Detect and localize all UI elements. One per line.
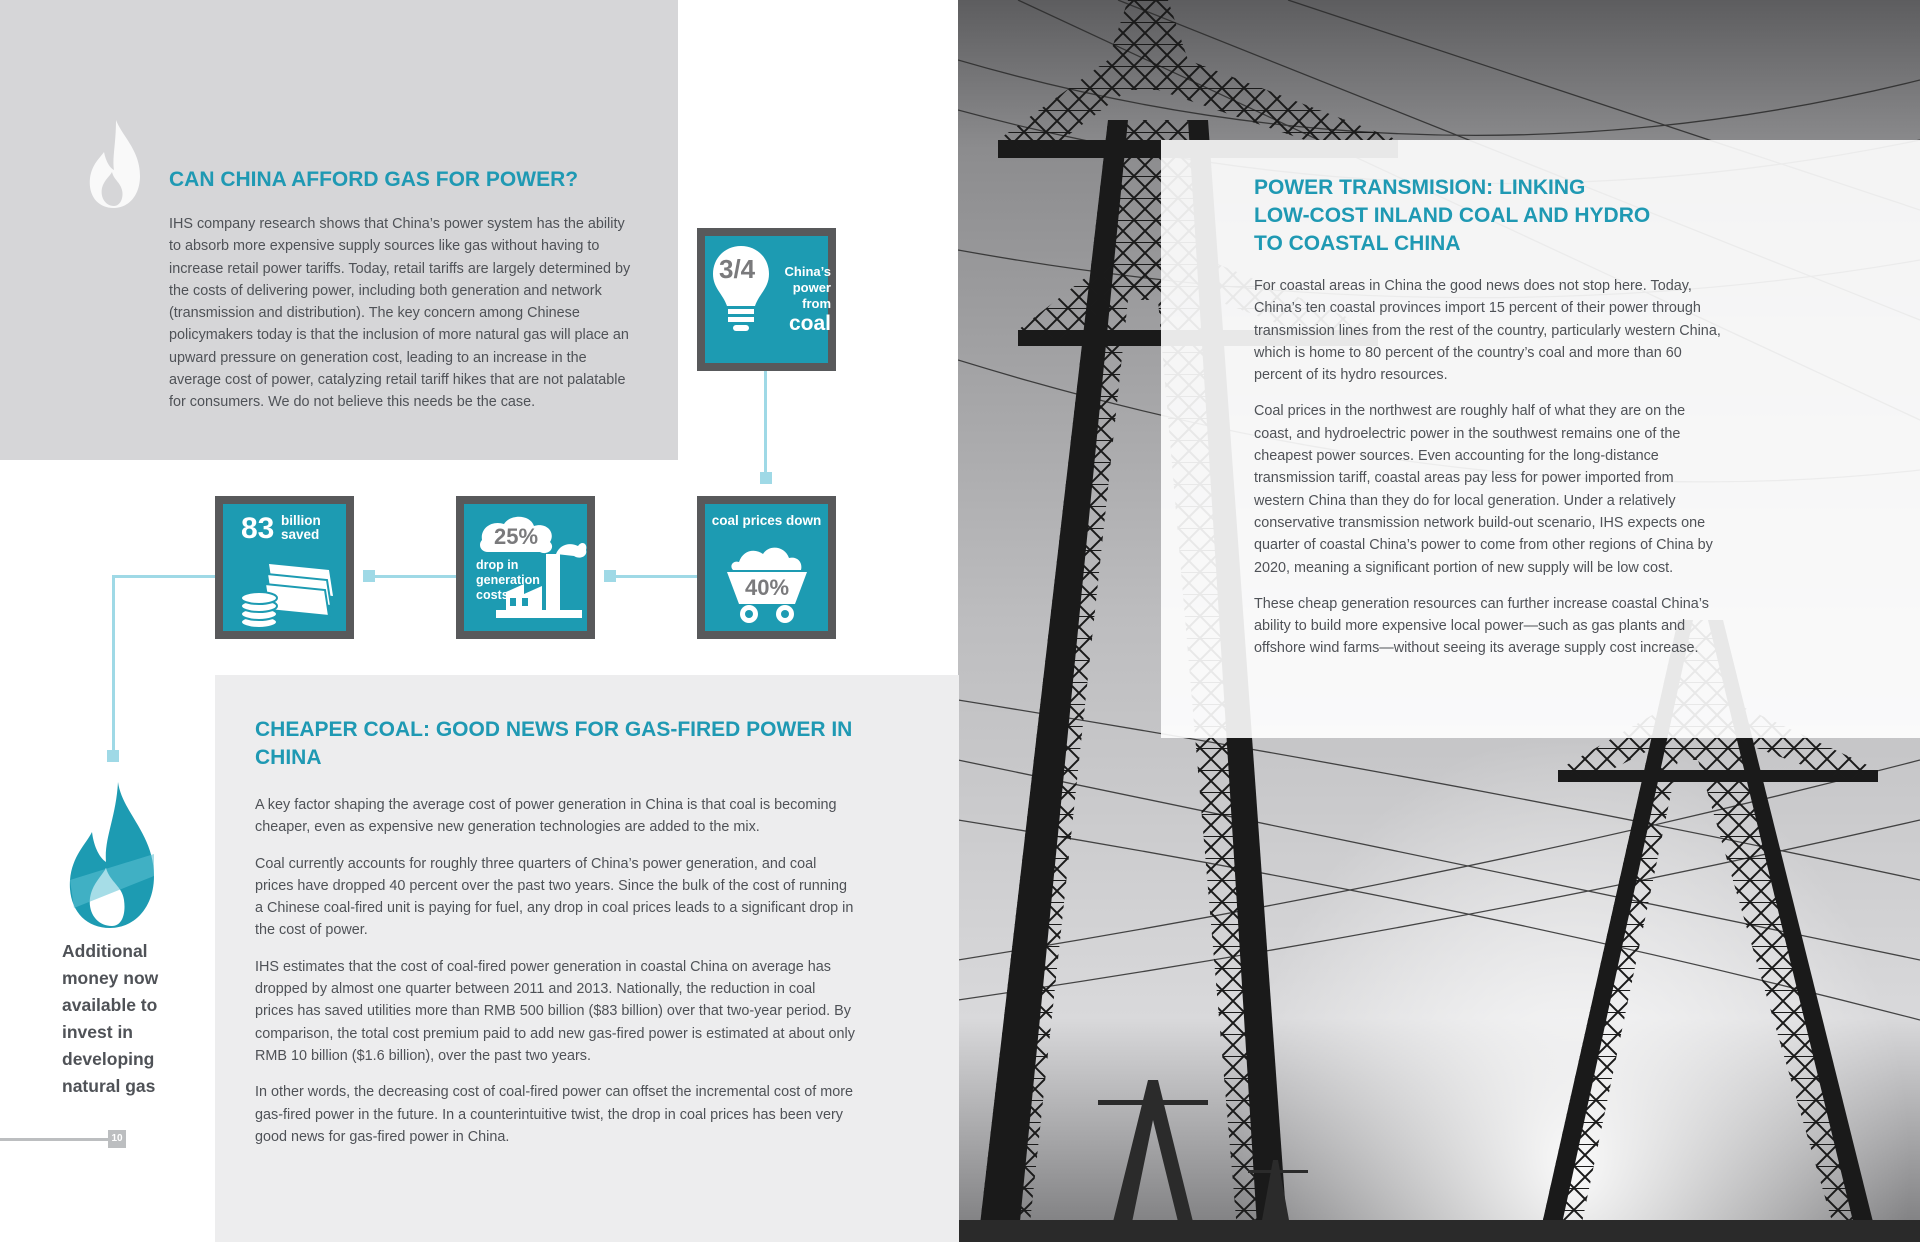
intro-text: IHS company research shows that China’s power system has the ability to absorb more expensive supply sources like gas without having to increase retail power tariffs. Today, retail tariffs are largely determined by the costs of delivering power, including both generation and network (transmission and distribution). The key concern among Chinese policymakers today is that the inclusion of more natural gas will place an upward pressure on generation cost, leading to an increase in the average cost of power, catalyzing retail tariff hikes that are not palatable for consumers. We do not believe this needs be the case. (169, 216, 631, 411)
coal-share-label: China’s power from coal (784, 264, 831, 335)
connector-horizontal-left (363, 575, 456, 578)
connector-node (760, 472, 772, 484)
transmission-paragraph-2: Coal prices in the northwest are roughly half of what they are on the coast, and hydroelectric power in the southwest remains one of the cheapest power sources. Even accounting for the long-distance transmission tariff, coastal areas pay less for power imported from western China than they do for local generation. Under a relatively conservative transmission network build-out scenario, IHS expects one quarter of coastal China’s power to come from other regions of China by 2020, meaning a significant portion of new supply will be low cost. (1254, 403, 1713, 576)
savings-label: billion saved (281, 513, 321, 542)
connector-vertical-right (764, 367, 767, 479)
flame-outline-icon (86, 118, 144, 215)
coal-paragraph-1: A key factor shaping the average cost of power generation in China is that coal is becoming cheaper, even as expensive new generation technologies are added to the mix. (255, 797, 837, 836)
connector-node (604, 570, 616, 582)
connector-node (107, 750, 119, 762)
coal-share-fraction: 3/4 (719, 254, 756, 284)
cheaper-coal-body (255, 794, 855, 1162)
investment-caption: Additional money now available to invest in developing natural gas (62, 941, 159, 1096)
connector-horizontal-far-left (112, 575, 215, 578)
section-heading-coal: CHEAPER COAL: GOOD NEWS FOR GAS-FIRED POWER IN CHINA (255, 718, 853, 769)
page-number: 10 (108, 1130, 126, 1148)
connector-vertical-left (112, 575, 115, 755)
coal-paragraph-4: In other words, the decreasing cost of coal-fired power can offset the incremental cost of more gas-fired power in the future. In a counterintuitive twist, the drop in coal prices has been very good news for gas-fired power in China. (255, 1084, 854, 1145)
coal-prices-box (697, 496, 836, 639)
coal-prices-label: coal prices down (711, 513, 822, 528)
coal-paragraph-2: Coal currently accounts for roughly three quarters of China’s power generation, and coal prices have dropped 40 percent over the past two years. Since the bulk of the cost of running a Chinese coal-fired unit is paying for fuel, any drop in coal prices leads to a significant drop in the cost of power. (255, 855, 854, 939)
gas-flame-icon (66, 782, 156, 935)
generation-cost-label: drop in generation costs (476, 558, 540, 602)
transmission-body (1254, 275, 1724, 674)
savings-box (215, 496, 354, 639)
connector-horizontal-mid (604, 575, 697, 578)
footer-rule (0, 1138, 108, 1141)
connector-node (363, 570, 375, 582)
coal-share-box (697, 228, 836, 371)
savings-value: 83 (241, 512, 275, 545)
intro-paragraph (169, 213, 639, 428)
money-stack-icon (239, 556, 335, 630)
section-heading-gas: CAN CHINA AFFORD GAS FOR POWER? (169, 168, 579, 191)
generation-cost-value: 25% (493, 524, 539, 549)
coal-prices-value: 40% (744, 575, 790, 600)
generation-cost-box (456, 496, 595, 639)
section-heading-transmission: POWER TRANSMISION: LINKING LOW-COST INLAND COAL AND HYDRO TO COASTAL CHINA (1254, 176, 1651, 255)
transmission-paragraph-1: For coastal areas in China the good news does not stop here. Today, China’s ten coastal provinces import 15 percent of their power through transmission lines from the rest of the country, particularly western China, which is home to 80 percent of the country’s coal and more than 60 percent of its hydro resources. (1254, 278, 1721, 384)
transmission-paragraph-3: These cheap generation resources can further increase coastal China’s ability to build more expensive local power—such as gas plants and offshore wind farms—without seeing its average supply cost increase. (1254, 595, 1709, 657)
coal-paragraph-3: IHS estimates that the cost of coal-fired power generation in coastal China on average has dropped by almost one quarter between 2011 and 2013. Nationally, the reduction in coal prices has saved utilities more than RMB 500 billion ($83 billion) over that two-year period. By comparison, the total cost premium paid to add new gas-fired power is estimated at about only RMB 10 billion ($1.6 billion), over the past two years. (255, 958, 855, 1064)
